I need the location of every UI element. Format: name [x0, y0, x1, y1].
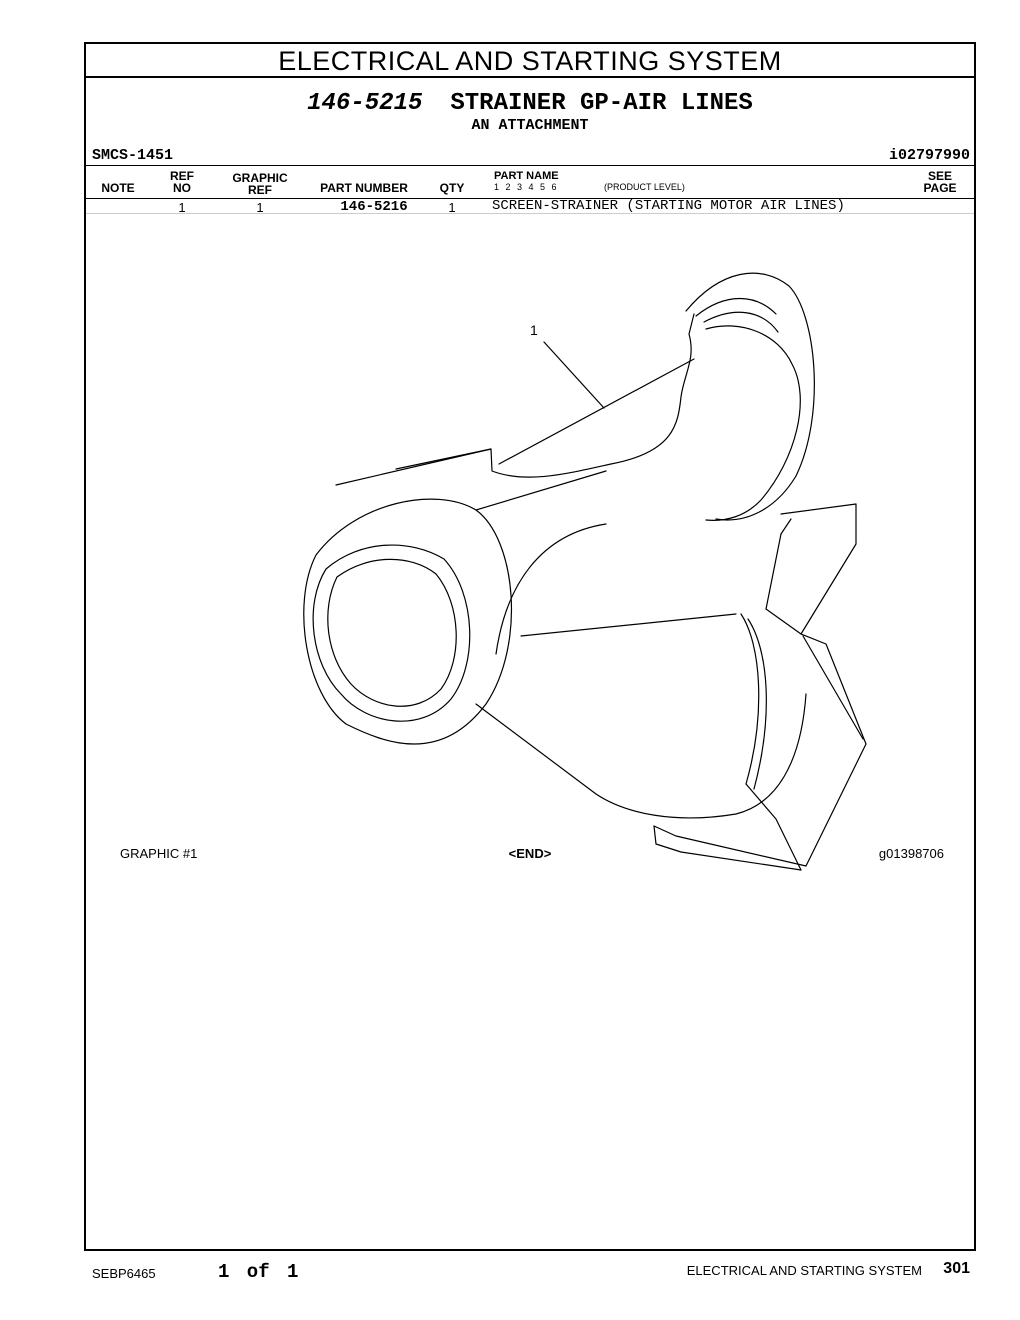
- strainer-drawing: [186, 224, 906, 874]
- graphic-id: g01398706: [878, 846, 944, 861]
- body-left-curve: [496, 524, 606, 654]
- section-title: ELECTRICAL AND STARTING SYSTEM: [86, 44, 974, 78]
- hex-upper-edge: [766, 519, 791, 609]
- group-name: STRAINER GP-AIR LINES: [450, 90, 753, 117]
- callout-leader: [544, 342, 604, 408]
- header-qty: QTY: [439, 181, 465, 195]
- illustration-id: i02797990: [888, 147, 970, 164]
- header-graphic-ref-line2: REF: [248, 183, 272, 197]
- header-ref-no-line2: NO: [173, 181, 191, 195]
- left-ring-inner: [313, 545, 470, 721]
- body-bottom: [476, 694, 806, 818]
- hex-upper-face: [781, 504, 856, 634]
- table-header-top-rule: [86, 165, 974, 166]
- hex-inner-edge-1: [803, 636, 863, 739]
- body-top-cutaway: [336, 314, 694, 485]
- header-see-page: [920, 170, 960, 194]
- header-graphic-ref: [228, 172, 292, 196]
- right-cap-rim-inner: [704, 312, 778, 332]
- right-cap-outer: [686, 273, 814, 520]
- row-qty: 1: [448, 200, 456, 215]
- header-ref-no-line1: REF: [170, 169, 194, 183]
- graphic-label: GRAPHIC #1: [120, 846, 198, 861]
- collar-left-edge: [741, 614, 759, 784]
- body-top-edge: [396, 449, 491, 469]
- footer-page-number: 301: [943, 1260, 970, 1277]
- footer-page-of: 1 of 1: [218, 1261, 299, 1283]
- end-label: <END>: [508, 846, 552, 861]
- callout-label: 1: [530, 322, 538, 338]
- header-note: NOTE: [101, 181, 135, 195]
- header-part-name: PART NAME: [494, 170, 559, 182]
- smcs-code: SMCS-1451: [92, 147, 174, 164]
- header-see-page-line2: PAGE: [923, 181, 957, 195]
- group-number: 146-5215: [307, 90, 423, 117]
- footer-section-name: ELECTRICAL AND STARTING SYSTEM: [686, 1263, 922, 1278]
- body-ridge: [499, 359, 694, 464]
- row-part-name: SCREEN-STRAINER (STARTING MOTOR AIR LINES): [492, 198, 845, 214]
- page-frame: [84, 42, 976, 1251]
- hex-inner-edge-2: [766, 609, 801, 634]
- hex-outer: [654, 634, 866, 866]
- header-see-page-line1: SEE: [927, 169, 952, 183]
- body-middle-line: [521, 614, 736, 636]
- right-cap-rim: [696, 299, 776, 317]
- left-bore: [328, 559, 456, 706]
- row-ref-no: 1: [178, 200, 186, 215]
- header-part-number: PART NUMBER: [320, 181, 408, 195]
- footer-doc-number: SEBP6465: [92, 1266, 156, 1281]
- row-part-number: 146-5216: [340, 199, 408, 215]
- table-row-rule: [86, 213, 974, 214]
- header-ref-no: [162, 170, 202, 194]
- group-title: [86, 88, 974, 118]
- header-product-level-label: (PRODUCT LEVEL): [604, 182, 685, 192]
- body-right-shoulder: [706, 326, 800, 520]
- row-graphic-ref: 1: [256, 200, 264, 215]
- header-graphic-ref-line1: GRAPHIC: [232, 171, 288, 185]
- group-subtitle: AN ATTACHMENT: [471, 117, 589, 134]
- header-product-levels: 1 2 3 4 5 6: [494, 182, 557, 192]
